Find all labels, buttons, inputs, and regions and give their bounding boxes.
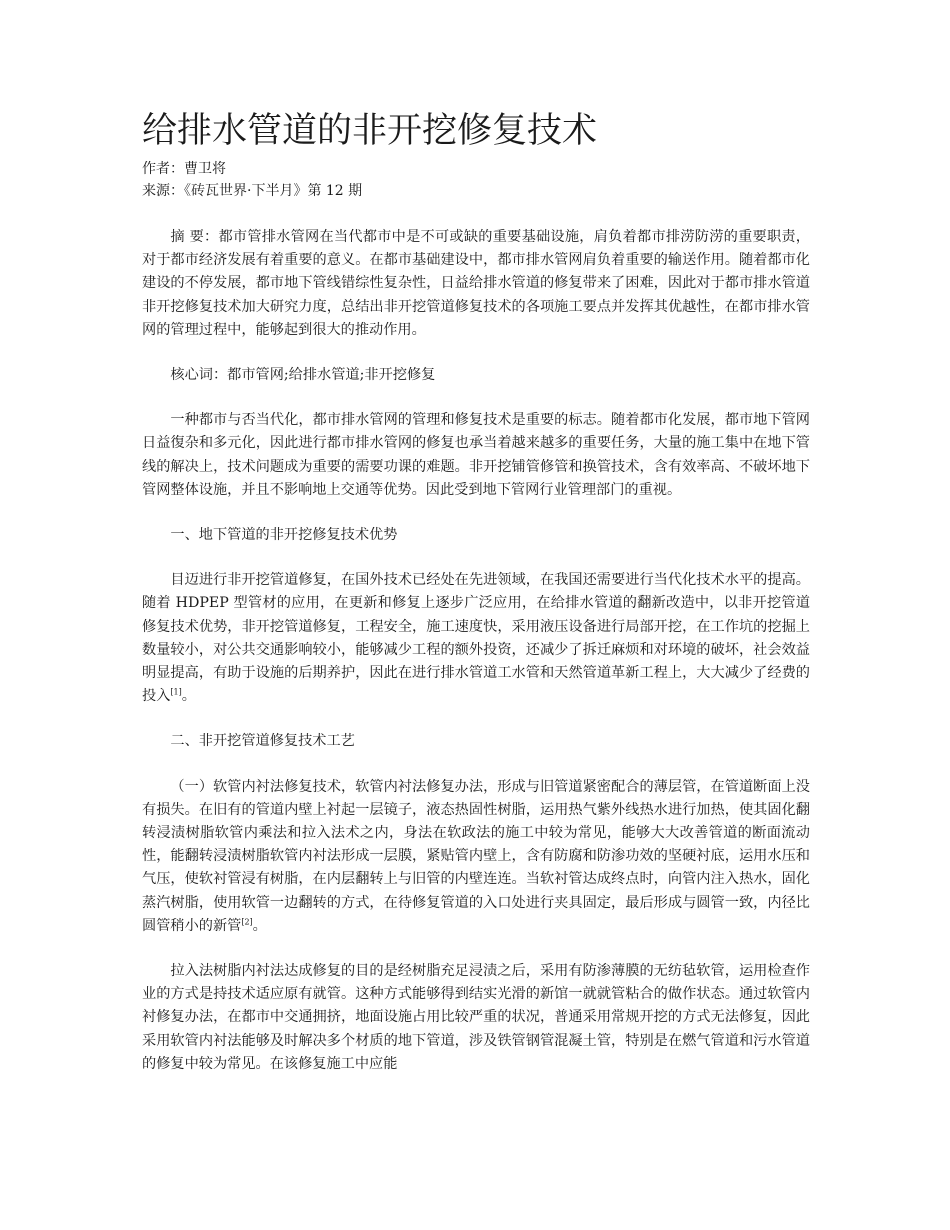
keywords-paragraph: 核心词：都市管网;给排水管道;非开挖修复 [170,367,436,384]
section2-paragraph-1 [142,776,810,938]
spacer [142,708,810,730]
intro-paragraph: 一种都市与否当代化，都市排水管网的管理和修复技术是重要的标志。随着都市化发展，都市地下管网日益復杂和多元化，因此进行都市排水管网的修复也承当着越来越多的重要任务，大量的施工集中在地下管线的解决上，技术问题成为重要的需要功课的难题。非开挖铺管修管和换管技术，含有效率高、不破坏地下管网整体设施，并且不影响地上交通等优势。因此受到地下管网行业管理部门的重视。 [142,412,810,498]
author-line: 作者：曹卫将 [142,161,226,177]
spacer [142,342,810,364]
spacer [142,938,810,960]
section1-end: 。 [181,688,196,705]
spacer [142,547,810,569]
section-heading-2: 二、非开挖管道修复技术工艺 [170,733,355,750]
spacer [142,387,810,409]
document-page [142,108,810,1076]
spacer [142,202,810,226]
document-title: 给排水管道的非开挖修复技术 [142,111,598,151]
abstract-paragraph: 摘 要：都市管排水管网在当代都市中是不可或缺的重要基础设施，肩负着都市排涝防涝的重要职责，对于都市经济发展有着重要的意义。在都市基础建设中，都市排水管网肩负着重要的输送作用。随着都市化建设的不停发展，都市地下管线错综性复杂性，日益给排水管道的修复带来了困难，因此对于都市排水管道非开挖修复技术加大研究力度，总结出非开挖管道修复技术的各项施工要点并发挥其优越性，在都市排水管网的管理过程中，能够起到很大的推动作用。 [142,229,810,338]
section-heading-1: 一、地下管道的非开挖修复技术优势 [170,527,398,544]
source-line: 来源：《砖瓦世界·下半月》第 12 期 [142,183,363,199]
spacer [142,754,810,776]
section1-text: 目迈进行非开挖管道修复，在国外技术已经处在先进领域，在我国还需要进行当代化技术水平的提高。随着 HDPEP 型管材的应用，在更新和修复上逐步广泛应用，在给排水管道的翻新改造中，以非开挖管道修复技术优势，非开挖管道修复，工程安全，施工速度快，采用液压设备进行局部开挖，在工作坑的挖掘上数量较小，对公共交通影响较小，能够减少工程的额外投资，还减少了拆迁麻烦和对环境的破坏，社会效益明显提高，有助于设施的后期养护，因此在进行排水管道工水管和天然管道革新工程上，大大减少了经费的投入 [142,572,810,705]
section2-p1-end: 。 [252,917,267,934]
spacer [142,502,810,524]
section1-paragraph [142,569,810,708]
section2-paragraph-2: 拉入法树脂内衬法达成修复的目的是经树脂充足浸渍之后，采用有防渗薄膜的无纺毡软管，运用检查作业的方式是持技术适应原有就管。这种方式能够得到结实光滑的新馆一就就管粘合的做作状态。通过软管内衬修复办法，在都市中交通拥挤，地面设施占用比较严重的状况，普通采用常规开挖的方式无法修复，因此采用软管内衬法能够及时解决多个材质的地下管道，涉及铁管钢管混凝土管，特别是在燃气管道和污水管道的修复中较为常见。在该修复施工中应能 [142,963,810,1072]
citation-ref-1: [1] [170,687,182,697]
citation-ref-2: [2] [241,917,253,927]
section2-p1-text: （一）软管内衬法修复技术，软管内衬法修复办法，形成与旧管道紧密配合的薄层管，在管道断面上没有损失。在旧有的管道内壁上衬起一层镜子，液态热固性树脂，运用热气紫外线热水进行加热，使其固化翻转浸渍树脂软管内乘法和拉入法术之内，身法在软政法的施工中较为常见，能够大大改善管道的断面流动性，能翻转浸渍树脂软管内衬法形成一层膜，紧贴管内壁上，含有防腐和防渗功效的坚硬衬底，运用水压和气压，使软衬管浸有树脂，在内层翻转上与旧管的内壁连连。当软衬管达成终点时，向管内注入热水，固化蒸汽树脂，使用软管一边翻转的方式，在待修复管道的入口处进行夹具固定，最后形成与圆管一致，内径比圆管稍小的新管 [142,778,810,934]
